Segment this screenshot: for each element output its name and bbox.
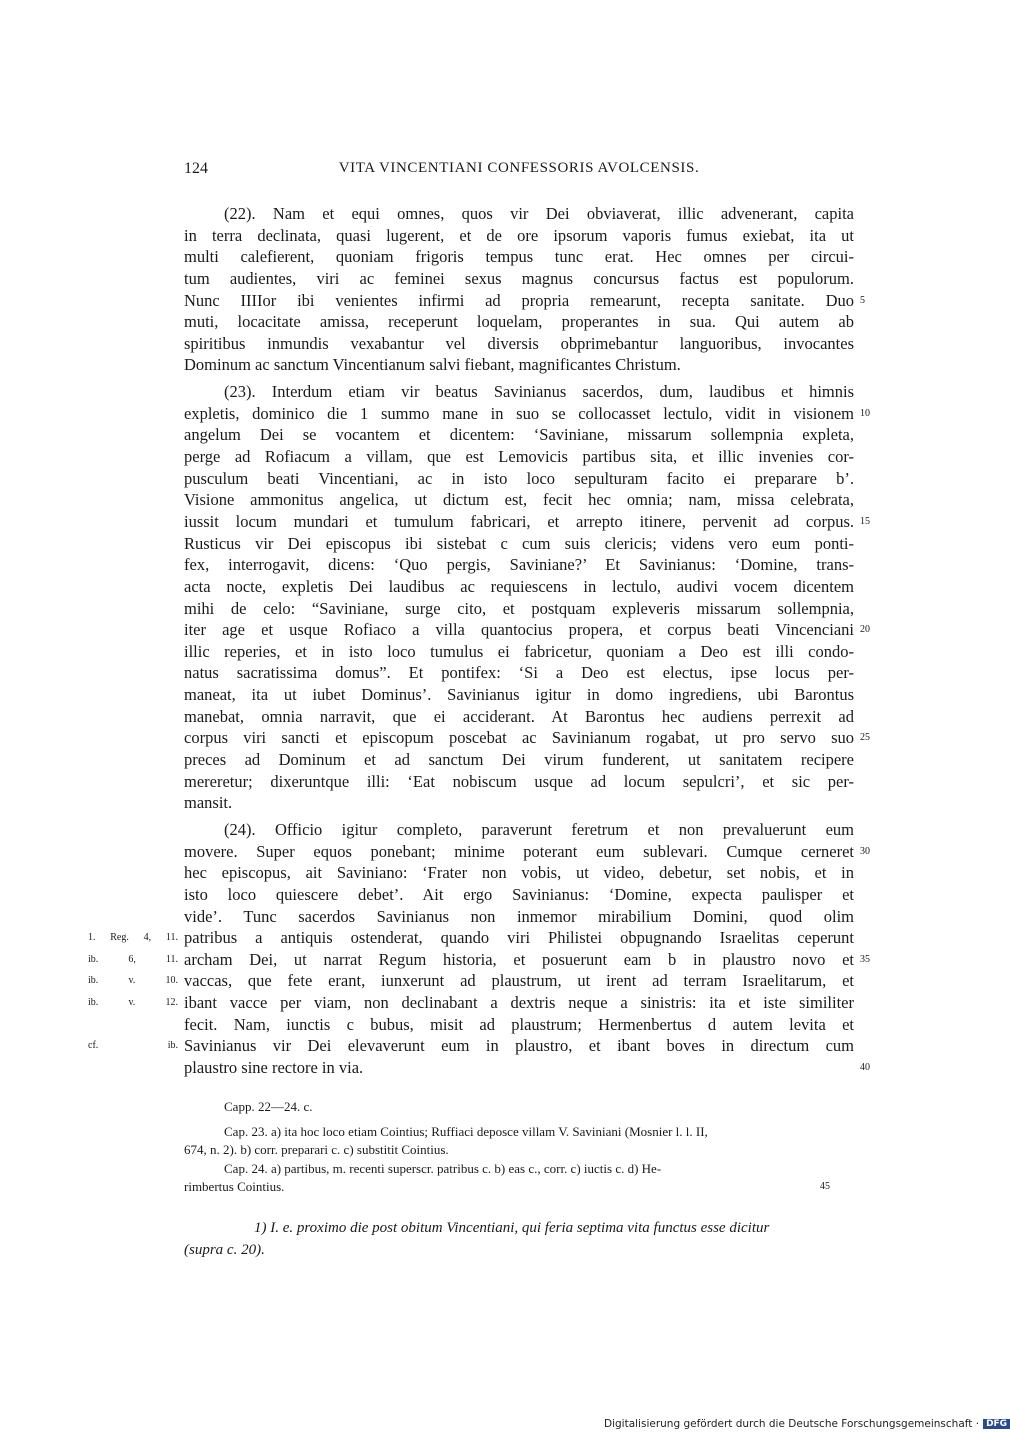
- running-title: VITA VINCENTIANI CONFESSORIS AVOLCENSIS.: [338, 160, 700, 176]
- line-text: Visione ammonitus angelica, ut dictum est, fecit hec omnia; nam, missa celebrata,: [184, 490, 854, 510]
- text-line: [184, 290, 865, 312]
- line-text: archam Dei, ut narrat Regum historia, et posuerunt eam b in plaustro novo et: [184, 949, 854, 969]
- text-line: [184, 246, 854, 268]
- line-number: 45: [820, 1181, 830, 1192]
- apparatus-text: Cap. 23. a) ita hoc loco etiam Cointius; Ruffiaci deposce villam V. Saviniani (Mosnier l. l. II,: [224, 1123, 708, 1139]
- text-line: [184, 511, 870, 533]
- text-line: [184, 727, 870, 749]
- line-text: perge ad Rofiacum a villam, que est Lemovicis partibus sita, et illic invenies cor-: [184, 447, 854, 467]
- line-text: vaccas, que fete erant, iunxerunt ad plaustrum, ut irent ad terram Israelitarum, et: [184, 971, 854, 991]
- line-number: 25: [860, 732, 870, 744]
- line-text: plaustro sine rectore in via.: [184, 1057, 364, 1077]
- line-text: ibant vacce per viam, non declinabant a dextris neque a sinistris: ita et iste similiter: [184, 993, 854, 1013]
- line-text: vide’. Tunc sacerdos Savinianus non inmemor mirabilium Domini, quod olim: [184, 906, 854, 926]
- line-text: (22). Nam et equi omnes, quos vir Dei obviaverat, illic advenerant, capita: [224, 204, 854, 223]
- line-text: hec episcopus, ait Saviniano: ‘Frater non vobis, ut video, debetur, set nobis, et in: [184, 863, 854, 883]
- text-line: [184, 862, 854, 884]
- critical-apparatus: [184, 1098, 854, 1197]
- text-line: [184, 333, 854, 355]
- text-line: [184, 225, 854, 247]
- text-line: [88, 1035, 854, 1057]
- text-line: [184, 468, 854, 490]
- line-text: fex, interrogavit, dicens: ‘Quo pergis, Saviniane?’ Et Savinianus: ‘Domine, trans-: [184, 555, 854, 575]
- line-text: mereretur; dixeruntque illi: ‘Eat nobiscum usque ad locum sepulcri’, et sic per-: [184, 771, 854, 791]
- line-text: isto loco quiescere debet’. Ait ergo Savinianus: ‘Domine, expecta paulisper et: [184, 884, 854, 904]
- line-text: Nunc IIIIor ibi venientes infirmi ad propria remearunt, recepta sanitate. Duo: [184, 290, 854, 310]
- line-text: pusculum beati Vincentiani, ac in isto loco sepulturam facito ei preparare b’.: [184, 468, 854, 488]
- text-line: [184, 576, 854, 598]
- text-line: [184, 354, 854, 376]
- text-line: [88, 992, 854, 1014]
- line-text: multi calefierent, quoniam frigoris tempus tunc erat. Hec omnes per circui-: [184, 247, 854, 267]
- text-line: [88, 949, 870, 971]
- paragraph: [184, 203, 865, 376]
- line-text: tum audientes, viri ac feminei sexus magnus concursus factus est populorum.: [184, 268, 854, 288]
- line-text: corpus viri sancti et episcopum poscebat ac Savinianum rogabat, ut pro servo suo: [184, 728, 854, 748]
- text-line: [184, 446, 854, 468]
- apparatus-text: Capp. 22—24. c.: [224, 1099, 313, 1114]
- footnote-line: 1) I. e. proximo die post obitum Vincentiani, qui feria septima vita functus esse dicitur: [254, 1220, 770, 1236]
- main-text: [88, 203, 870, 1084]
- line-text: manebat, omnia narravit, que ei acciderant. At Barontus hec audiens perrexit ad: [184, 706, 854, 726]
- margin-reference: ib. v. 10.: [88, 975, 178, 987]
- apparatus-text: Cap. 24. a) partibus, m. recenti superscr. patribus c. b) eas c., corr. c) iuctis c. d) He-: [224, 1160, 662, 1176]
- apparatus-line: [224, 1123, 854, 1142]
- text-line: [184, 203, 854, 225]
- footnote: [184, 1217, 854, 1261]
- text-line: [184, 684, 854, 706]
- text-line: [184, 403, 870, 425]
- line-number: 10: [860, 407, 870, 419]
- apparatus-line: [224, 1160, 854, 1179]
- credit-text: Digitalisierung gefördert durch die Deutsche Forschungsgemeinschaft ·: [604, 1418, 980, 1430]
- digitization-credit: [604, 1418, 1010, 1430]
- text-line: [184, 906, 854, 928]
- text-line: [184, 771, 854, 793]
- dfg-logo: DFG: [983, 1419, 1010, 1429]
- line-text: patribus a antiquis ostenderat, quando viri Philistei obpugnando Israelitas ceperunt: [184, 928, 854, 948]
- line-text: (24). Officio igitur completo, paraverunt feretrum et non prevaluerunt eum: [224, 819, 854, 839]
- line-text: illic reperies, et in isto loco tumulus ei fabricetur, quoniam a Deo est illi condo-: [184, 641, 854, 661]
- line-text: iter age et usque Rofiaco a villa quantocius propera, et corpus beati Vincenciani: [184, 620, 854, 640]
- line-number: 40: [860, 1061, 870, 1073]
- apparatus-line: [184, 1178, 854, 1197]
- text-line: [88, 970, 854, 992]
- line-text: expletis, dominico die 1 summo mane in suo se collocasset lectulo, vidit in visionem: [184, 403, 854, 423]
- line-text: acta nocte, expletis Dei laudibus ac requiescens in lectulo, audivi vocem dicentem: [184, 576, 854, 596]
- text-line: [184, 381, 854, 403]
- line-text: natus sacratissima domus”. Et pontifex: ‘Si a Deo est electus, ipse locus per-: [184, 663, 854, 683]
- line-text: muti, locacitate amissa, receperunt loquelam, properantes in sua. Qui autem ab: [184, 312, 854, 332]
- line-number: 5: [860, 294, 865, 306]
- text-line: [184, 619, 870, 641]
- text-line: [184, 792, 854, 814]
- text-line: [184, 819, 854, 841]
- line-number: 15: [860, 515, 870, 527]
- margin-reference: cf. ib.: [88, 1040, 178, 1052]
- line-text: mansit.: [184, 793, 233, 813]
- text-line: [184, 641, 854, 663]
- line-text: angelum Dei se vocantem et dicentem: ‘Saviniane, missarum sollempnia expleta,: [184, 425, 854, 445]
- line-text: iussit locum mundari et tumulum fabricari, et arrepto itinere, pervenit ad corpus.: [184, 511, 854, 531]
- text-line: [184, 268, 854, 290]
- line-text: (23). Interdum etiam vir beatus Savinianus sacerdos, dum, laudibus et himnis: [224, 382, 854, 402]
- paragraph: [184, 381, 870, 814]
- line-text: in terra declinata, quasi lugerent, et de ore ipsorum vaporis fumus exiebat, ita ut: [184, 225, 854, 245]
- apparatus-line: [184, 1141, 854, 1160]
- line-text: movere. Super equos ponebant; minime poterant eum sublevari. Cumque cerneret: [184, 841, 854, 861]
- apparatus-text: rimbertus Cointius.: [184, 1179, 285, 1194]
- text-line: [184, 598, 854, 620]
- footnote-line: (supra c. 20).: [184, 1242, 265, 1258]
- text-line: [184, 311, 854, 333]
- line-text: Dominum ac sanctum Vincentianum salvi fiebant, magnificantes Christum.: [184, 355, 681, 375]
- margin-reference: ib. v. 12.: [88, 997, 178, 1009]
- line-text: spiritibus inmundis vexabantur vel diversis obprimebantur languoribus, invocantes: [184, 333, 854, 353]
- apparatus-line: [224, 1098, 854, 1117]
- text-line: [184, 1014, 854, 1036]
- text-line: [184, 706, 854, 728]
- margin-reference: 1. Reg. 4, 11.: [88, 932, 178, 944]
- text-line: [184, 841, 870, 863]
- line-text: preces ad Dominum et ad sanctum Dei virum funderent, ut sanitatem recipere: [184, 750, 854, 770]
- page-number: 124: [184, 160, 208, 177]
- text-line: [184, 489, 854, 511]
- line-text: Rusticus vir Dei episcopus ibi sistebat c cum suis clericis; videns vero eum ponti-: [184, 533, 854, 553]
- page-header: [184, 160, 854, 184]
- text-line: [184, 884, 854, 906]
- line-text: Savinianus vir Dei elevaverunt eum in plaustro, et ibant boves in directum cum: [184, 1036, 854, 1056]
- text-line: [88, 927, 854, 949]
- text-line: [184, 533, 854, 555]
- line-number: 30: [860, 845, 870, 857]
- text-line: [184, 662, 854, 684]
- line-text: maneat, ita ut iubet Dominus’. Savinianus igitur in domo ingrediens, ubi Barontus: [184, 685, 854, 705]
- text-line: [184, 1057, 870, 1079]
- margin-reference: ib. 6, 11.: [88, 953, 178, 965]
- text-line: [184, 554, 854, 576]
- text-line: [184, 749, 854, 771]
- line-text: fecit. Nam, iunctis c bubus, misit ad plaustrum; Hermenbertus d autem levita et: [184, 1014, 854, 1034]
- text-line: [184, 424, 854, 446]
- paragraph: [88, 819, 870, 1079]
- line-number: 20: [860, 624, 870, 636]
- apparatus-text: 674, n. 2). b) corr. preparari c. c) substitit Cointius.: [184, 1142, 449, 1157]
- line-number: 35: [860, 953, 870, 965]
- line-text: mihi de celo: “Saviniane, surge cito, et postquam expleveris missarum sollempnia,: [184, 598, 854, 618]
